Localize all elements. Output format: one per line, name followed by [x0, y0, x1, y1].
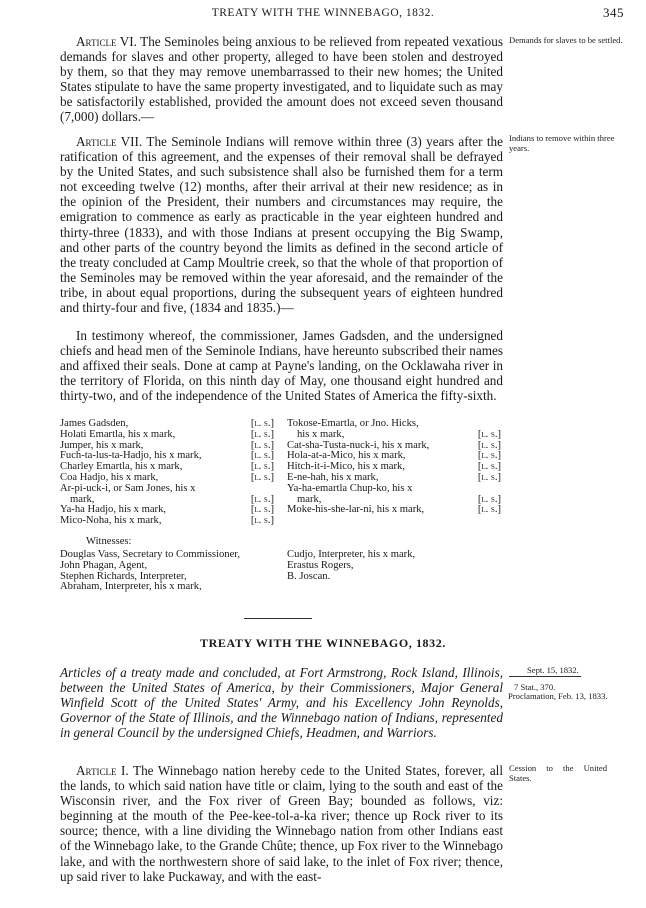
seal-mark: [l. s.]	[477, 504, 501, 516]
article-vi-label: Article VI.	[76, 34, 137, 49]
running-head	[0, 5, 646, 23]
article-vi-text: The Seminoles being anxious to be relieved from repeated vexatious demands for slaves and other property, alleged to have been stolen and destroyed by them, so that they may remove unembarrassed to their new homes; the United States stipulate to have the same property investigated, and to liquidate such as may be satisfactorily established, provided the amount does not exceed seven thousand (7,000) dollars.—	[60, 34, 504, 125]
article-i-text: The Winnebago nation hereby cede to the United States, forever, all the lands, to which said nation have title or claim, lying to the south and east of the Wisconsin river, and the Fox river of Green Bay; bounded as follows, viz: beginning at the mouth of the Pee-kee-tol-a-ka river; thence up Rock river to its source; thence, with a line dividing the Winnebago nation from other Indians east of the Winnebago lake, to the Grande Chûte; thence, up Fox river to the Winnebago lake, and with the northwestern shore of said lake, to the inlet of Fox river; thence, up said river to lake Puckaway, and with the east-	[60, 763, 504, 884]
signatory-name: James Gadsden,	[60, 418, 129, 429]
article-i-label: Article I.	[76, 763, 129, 778]
seal-mark: [l. s.]	[250, 504, 274, 516]
article-i	[60, 763, 503, 884]
signatory-name: Hitch-it-i-Mico, his x mark,	[287, 461, 405, 473]
seal-mark: [l. s.]	[250, 418, 274, 429]
signatory-name: Ya-ha-emartla Chup-ko, his x	[287, 482, 413, 494]
signatures-left	[60, 419, 274, 527]
witness-line: Abraham, Interpreter, his x mark,	[60, 581, 202, 593]
seal-mark: [l. s.]	[250, 461, 274, 473]
signature-line	[60, 484, 274, 495]
signatory-name: Cat-sha-Tusta-nuck-i, his x mark,	[287, 439, 430, 451]
witnesses-right	[287, 550, 501, 582]
seal-mark: [l. s.]	[477, 439, 501, 451]
article-vii-label: Article VII.	[76, 134, 143, 149]
seal-mark: [l. s.]	[250, 428, 274, 440]
testimony-text: In testimony whereof, the commissioner, James Gadsden, and the undersigned chiefs and head men of the Seminole Indians, have hereunto subscribed their names and affixed their seals. Done at camp at Payne's landing, on the Ocklawaha river in the territory of Florida, on this ninth day of May, one thousand eight hundred and thirty-two, and of the independence of the United States of America the fifty-sixth.	[60, 328, 503, 404]
signatory-name: Jumper, his x mark,	[60, 439, 144, 451]
witness-line: Erastus Rogers,	[287, 559, 354, 571]
signatory-name: Ya-ha Hadjo, his x mark,	[60, 504, 167, 516]
margin-note-slaves: Demands for slaves to be settled.	[509, 35, 623, 45]
signature-line	[287, 430, 501, 441]
preamble: Articles of a treaty made and concluded, at Fort Armstrong, Rock Island, Illinois, between the United States of America, by their Commissioners, Major General Winfield Scott of the United States' Army, and his Excellency John Reynolds, Governor of the State of Illinois, and the Winnebago nation of Indians, represented in general Council by the undersigned Chiefs, Headmen, and Warriors.	[60, 665, 503, 741]
signatory-name: Mico-Noha, his x mark,	[60, 515, 162, 527]
margin-note-remove: Indians to remove within three years.	[509, 133, 615, 153]
witnesses-heading: Witnesses:	[86, 536, 132, 547]
seal-mark: [l. s.]	[250, 450, 274, 462]
signatory-name: Moke-his-she-lar-ni, his x mark,	[287, 504, 425, 516]
testimony	[60, 328, 503, 403]
signature-line	[60, 430, 274, 441]
article-vii-text: The Seminole Indians will remove within three (3) years after the ratification of this agreement, and the expenses of their removal shall be defrayed by the United States, and such subsistence shall also be furnished them for a term not exceeding twelve (12) months, after their arrival at their new residence; as in the opinion of the President, their numbers and circumstances may require, the emigration to commence as early as practicable in the year eighteen hundred and thirty-three (1833), and with those Indians at present occupying the Big Swamp, and other parts of the country beyond the limits as defined in the second article of the treaty concluded at Camp Moultrie creek, so that the whole of that proportion of the Seminoles may be removed within the year aforesaid, and the remainder of the tribe, in about equal proportions, during the subsequent years of eighteen hundred and thirty-four and five, (1834 and 1835.)—	[60, 134, 503, 316]
signatory-name: Tokose-Emartla, or Jno. Hicks,	[287, 418, 419, 429]
seal-mark: [l. s.]	[250, 471, 274, 483]
signature-line	[287, 484, 501, 495]
seal-mark: [l. s.]	[250, 493, 274, 505]
witness-line: B. Joscan.	[287, 570, 331, 582]
signatory-name: Ar-pi-uck-i, or Sam Jones, his x	[60, 482, 196, 494]
witness-line: Cudjo, Interpreter, his x mark,	[287, 549, 416, 560]
signatory-name: mark,	[70, 493, 95, 505]
article-vii	[60, 134, 503, 315]
page-number: 345	[603, 5, 624, 20]
seal-mark: [l. s.]	[477, 493, 501, 505]
article-vi	[60, 34, 503, 125]
margin-note-cession: Cession to the United States.	[509, 763, 607, 783]
seal-mark: [l. s.]	[477, 428, 501, 440]
margin-rule	[509, 676, 581, 677]
margin-note-date: Sept. 15, 1832.	[527, 665, 579, 675]
treaty-heading: TREATY WITH THE WINNEBAGO, 1832.	[200, 636, 446, 650]
margin-note-proclamation: Proclamation, Feb. 13, 1833.	[508, 691, 608, 701]
witness-line: Douglas Vass, Secretary to Commissioner,	[60, 549, 241, 560]
seal-mark: [l. s.]	[250, 439, 274, 451]
signatory-name: Holati Emartla, his x mark,	[60, 428, 176, 440]
signatory-name: mark,	[297, 493, 322, 505]
signatory-name: Charley Emartla, his x mark,	[60, 461, 183, 473]
signatory-name: Hola-at-a-Mico, his x mark,	[287, 450, 406, 462]
signature-line	[287, 505, 501, 516]
witnesses-left	[60, 550, 280, 593]
seal-mark: [l. s.]	[477, 471, 501, 483]
seal-mark: [l. s.]	[250, 515, 274, 527]
signature-line	[60, 516, 274, 527]
witness-line: John Phagan, Agent,	[60, 559, 148, 571]
running-title: TREATY WITH THE WINNEBAGO, 1832.	[211, 7, 435, 19]
seal-mark: [l. s.]	[477, 450, 501, 462]
witness-line: Stephen Richards, Interpreter,	[60, 570, 187, 582]
signatory-name: E-ne-hah, his x mark,	[287, 471, 379, 483]
margin-note-stat: 7 Stat., 370.	[514, 682, 556, 692]
signatory-name: Fuch-ta-lus-ta-Hadjo, his x mark,	[60, 450, 202, 462]
signatory-name: Coa Hadjo, his x mark,	[60, 471, 159, 483]
seal-mark: [l. s.]	[477, 461, 501, 473]
signatures-right	[287, 419, 501, 516]
signatory-name: his x mark,	[297, 428, 345, 440]
section-divider	[244, 618, 312, 619]
